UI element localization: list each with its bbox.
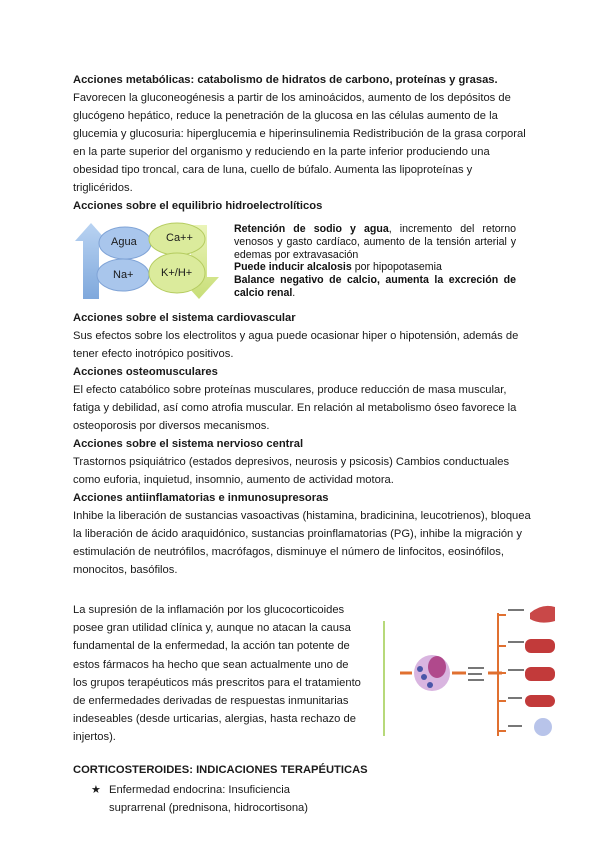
star-bullet-icon: ★ — [91, 783, 102, 796]
note-text: por hipopotasemia — [351, 261, 442, 274]
inflammation-cell-illustration — [380, 601, 555, 736]
indications-section — [73, 761, 373, 817]
electrolyte-notes — [234, 219, 516, 300]
section-heading: Acciones metabólicas: catabolismo de hidratos de carbono, proteínas y grasas. — [73, 74, 498, 86]
actions-sections — [73, 309, 535, 579]
label-na: Na+ — [113, 269, 134, 281]
section-heading: Acciones antiinflamatorias e inmunosupresoras — [73, 492, 329, 504]
section-heading: Acciones sobre el sistema nervioso central — [73, 438, 304, 450]
section-body: Trastornos psiquiátrico (estados depresivos, neurosis y psicosis) Cambios conductuales como euforia, inquietud, insomnio, aumento de actividad motora. — [73, 456, 510, 486]
label-kh: K+/H+ — [161, 267, 193, 279]
list-item-text: Enfermedad endocrina: Insuficiencia suprarrenal (prednisona, hidrocortisona) — [109, 783, 308, 814]
up-arrow-icon — [75, 223, 107, 299]
note-bold: Balance negativo de calcio, aumenta la excreción de calcio renal — [234, 274, 516, 299]
note-bold: Puede inducir alcalosis — [234, 261, 352, 274]
inflammation-paragraph: La supresión de la inflamación por los glucocorticoides posee gran utilidad clínica y, aunque no atacan la causa fundamental de la enfermedad, la acción tan potente de estos fármacos ha hecho que sean actualmente uno de los grupos terapéuticos más prescritos para el tratamiento de enfermedades derivadas de respuestas inmunitarias indeseables (desde urticarias, alergias, hasta rechazo de injertos). — [73, 604, 361, 744]
note-bold: Retención de sodio y agua — [234, 223, 389, 235]
metabolic-section — [73, 71, 535, 215]
note-text: , incremento del retorno venosos y gasto cardíaco, aumento de la tensión arterial y edemas por extravasación — [234, 223, 516, 261]
list-item — [91, 781, 373, 817]
note-text: . — [292, 286, 296, 299]
electrolyte-figure-row — [73, 219, 600, 301]
label-ca: Ca++ — [166, 232, 193, 244]
electrolyte-diagram — [73, 219, 223, 301]
section-body: Favorecen la gluconeogénesis a partir de los aminoácidos, aumento de los depósitos de glucógeno hepático, reduce la penetración de la glucosa en las células aumento de la glucemia y glucosuria: hiperglucemia e hiperinsulinemia Redistribución de la grasa corporal en la parte superior del organismo y reduciendo en la parte inferior produciendo una obesidad tipo troncal, cara de luna, cuello de búfalo. Aumenta las lipoproteínas y triglicéridos. — [73, 92, 526, 194]
section-heading: Acciones sobre el equilibrio hidroelectrolíticos — [73, 200, 323, 212]
label-agua: Agua — [111, 236, 137, 248]
section-body: Inhibe la liberación de sustancias vasoactivas (histamina, bradicinina, leucotrienos), bloquea la liberación de ácido araquidónico, sustancias proinflamatorias (PG), inhibe la migración y estimulación de neutrófilos, macrófagos, disminuye el número de linfocitos, eosinófilos, monocitos, basófilos. — [73, 510, 531, 576]
section-body: Sus efectos sobre los electrolitos y agua puede ocasionar hiper o hipotensión, además de tener efecto inotrópico positivos. — [73, 330, 519, 360]
section-heading: Acciones osteomusculares — [73, 366, 218, 378]
section-body: El efecto catabólico sobre proteínas musculares, produce reducción de masa muscular, fatiga y debilidad, así como atrofia muscular. En relación al metabolismo óseo favorece la osteoporosis por diversos mecanismos. — [73, 384, 517, 432]
indications-heading: CORTICOSTEROIDES: INDICACIONES TERAPÉUTICAS — [73, 763, 368, 776]
section-heading: Acciones sobre el sistema cardiovascular — [73, 312, 296, 324]
inflammation-row — [73, 601, 558, 747]
